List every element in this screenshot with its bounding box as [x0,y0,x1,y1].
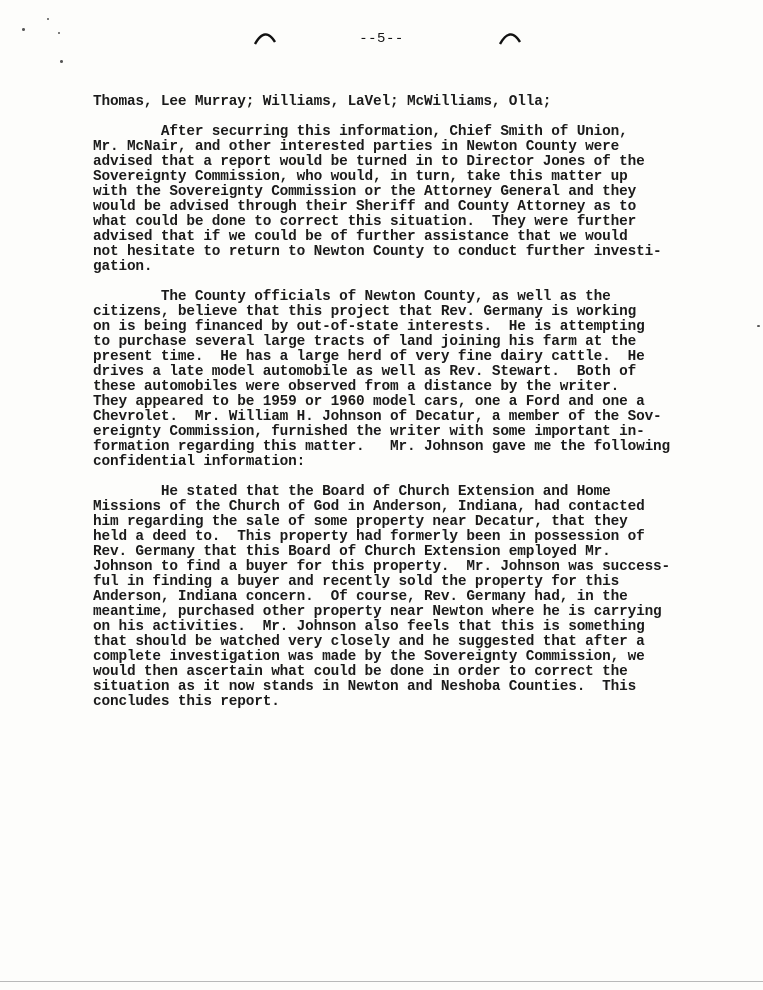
paragraph-1-line: with the Sovereignty Commission or the Attorney General and they [93,184,637,200]
paragraph-3-line: situation as it now stands in Newton and Neshoba Counties. This [93,679,637,695]
paragraph-3-line: that should be watched very closely and he suggested that after a [93,634,645,650]
paragraph-3-line: ful in finding a buyer and recently sold the property for this [93,574,620,590]
paragraph-1-line: not hesitate to return to Newton County to conduct further investi- [93,244,662,260]
paragraph-2-line: ereignty Commission, furnished the writer with some important in- [93,424,645,440]
paragraph-3-line: meantime, purchased other property near Newton where he is carrying [93,604,662,620]
paragraph-1-line: Mr. McNair, and other interested parties in Newton County were [93,139,620,155]
names-line: Thomas, Lee Murray; Williams, LaVel; McWilliams, Olla; [93,94,552,110]
paragraph-3-line: Johnson to find a buyer for this property. Mr. Johnson was success- [93,559,671,575]
paragraph-2-line: these automobiles were observed from a distance by the writer. [93,379,620,395]
paragraph-2-line: Chevrolet. Mr. William H. Johnson of Decatur, a member of the Sov- [93,409,662,425]
paragraph-2-line: citizens, believe that this project that Rev. Germany is working [93,304,637,320]
paragraph-1-line: would be advised through their Sheriff and County Attorney as to [93,199,637,215]
paragraph-2-line: They appeared to be 1959 or 1960 model cars, one a Ford and one a [93,394,645,410]
paragraph-3-line: held a deed to. This property had formerly been in possession of [93,529,645,545]
paragraph-1-line: gation. [93,259,153,275]
paragraph-1-line: what could be done to correct this situation. They were further [93,214,637,230]
paragraph-2-line: drives a late model automobile as well as Rev. Stewart. Both of [93,364,637,380]
page-number: --5-- [359,31,404,47]
scan-speck [60,60,63,63]
paragraph-2-line: on is being financed by out-of-state interests. He is attempting [93,319,645,335]
paragraph-3-line: on his activities. Mr. Johnson also feels that this is something [93,619,645,635]
paragraph-3-line: concludes this report. [93,694,280,710]
scan-bottom-edge [0,981,763,982]
paragraph-2-line: The County officials of Newton County, as well as the [93,289,611,305]
paragraph-3-line: Rev. Germany that this Board of Church Extension employed Mr. [93,544,611,560]
paragraph-3-line: him regarding the sale of some property near Decatur, that they [93,514,628,530]
paragraph-2-line: confidential information: [93,454,306,470]
paragraph-2-line: present time. He has a large herd of very fine dairy cattle. He [93,349,645,365]
paragraph-3-line: Missions of the Church of God in Anderson, Indiana, had contacted [93,499,645,515]
paragraph-1-line: advised that if we could be of further assistance that we would [93,229,628,245]
paragraph-3-line: complete investigation was made by the Sovereignty Commission, we [93,649,645,665]
paragraph-1-line: advised that a report would be turned in to Director Jones of the [93,154,645,170]
paragraph-3-line: would then ascertain what could be done in order to correct the [93,664,628,680]
paragraph-1-line: Sovereignty Commission, who would, in turn, take this matter up [93,169,628,185]
paragraph-1-line: After securring this information, Chief Smith of Union, [93,124,628,140]
paragraph-2-line: to purchase several large tracts of land joining his farm at the [93,334,637,350]
paragraph-2-line: formation regarding this matter. Mr. Johnson gave me the following [93,439,671,455]
paragraph-3-line: He stated that the Board of Church Extension and Home [93,484,611,500]
scan-speck [757,325,760,327]
paragraph-3-line: Anderson, Indiana concern. Of course, Rev. Germany had, in the [93,589,628,605]
scan-speck [47,18,49,20]
